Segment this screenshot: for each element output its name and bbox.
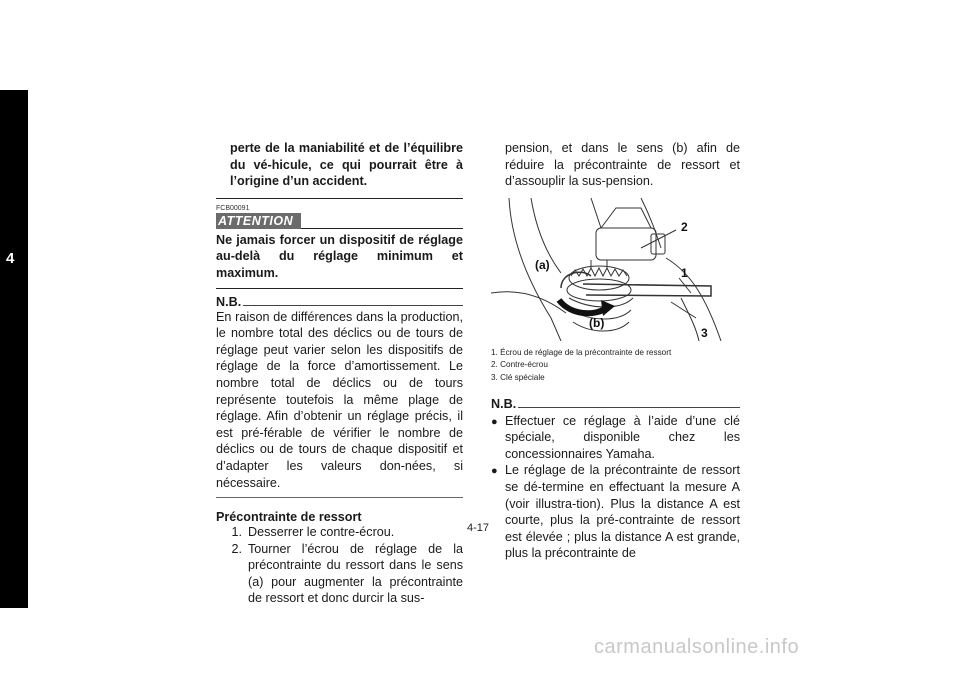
note-text: En raison de différences dans la production, le nombre total des déclics ou de tours de réglage peut varier selon les dispositifs de réglage de la force d’amortissement. Le nombre total de déclics ou de tours représente toutefois la même plage de réglage. Afin d’obtenir un réglage précis, il est pré-férable de vérifier le nombre de déclics ou de tours de chaque dispositif et d’adapter les valeurs don-nées, si nécessaire. xyxy=(216,309,463,490)
step-number: 1. xyxy=(231,525,242,540)
step-number: 2. xyxy=(231,541,242,556)
shock-absorber-illustration xyxy=(491,198,740,341)
note-bullets xyxy=(491,413,740,562)
warning-end-rule xyxy=(216,198,463,199)
callout-b: (b) xyxy=(589,315,605,330)
callout-3: 3 xyxy=(701,325,708,340)
note-header-rule xyxy=(518,407,740,408)
page-number: 4-17 xyxy=(467,522,490,534)
bullet-icon: ● xyxy=(491,415,498,428)
note-label: N.B. xyxy=(216,294,242,309)
continuation-text: pension, et dans le sens (b) afin de réduire la précontrainte de ressort et d’assouplir la sus-pension. xyxy=(505,141,740,189)
right-column xyxy=(491,140,740,562)
section-title: Précontrainte de ressort xyxy=(216,510,362,525)
legend-item: 3. Clé spéciale xyxy=(491,372,545,382)
list-item xyxy=(491,413,740,463)
attention-label: ATTENTION xyxy=(216,213,301,229)
chapter-number: 4 xyxy=(6,250,15,267)
callout-2: 2 xyxy=(681,219,688,234)
attention-header xyxy=(216,213,463,229)
bullet-text: Le réglage de la précontrainte de ressort se dé-termine en effectuant la mesure A (voir illustra-tion). Plus la distance A est courte, plus la pré-contrainte de ressort est élevée ; plus la distance A est grande, plus la précontrainte de xyxy=(505,463,740,561)
step-text: Tourner l’écrou de réglage de la précontrainte du ressort dans le sens (a) pour augmenter la précontrainte de ressort et donc durcir la sus- xyxy=(248,541,463,606)
note-label: N.B. xyxy=(491,396,517,411)
note-header xyxy=(216,295,463,309)
legend-item: 1. Écrou de réglage de la précontrainte de ressort xyxy=(491,347,672,357)
attention-text: Ne jamais forcer un dispositif de réglage au-delà du réglage minimum et maximum. xyxy=(216,232,463,280)
watermark: carmanualsonline.info xyxy=(594,636,800,658)
steps-list xyxy=(216,524,463,607)
list-item xyxy=(216,541,463,607)
callout-a: (a) xyxy=(535,257,550,272)
bullet-icon: ● xyxy=(491,465,498,478)
figure-shock-absorber xyxy=(491,198,740,341)
chapter-tab xyxy=(0,90,28,608)
left-column xyxy=(216,140,463,607)
attention-code: FCB00091 xyxy=(216,204,250,212)
list-item xyxy=(491,462,740,562)
step-text: Desserrer le contre-écrou. xyxy=(248,525,395,540)
legend-item: 2. Contre-écrou xyxy=(491,360,548,370)
note-end-rule xyxy=(216,497,463,498)
warning-tail-text: perte de la maniabilité et de l’équilibre du vé-hicule, ce qui pourrait être à l’origine d’un accident. xyxy=(230,141,463,189)
list-item xyxy=(216,524,463,541)
callout-1: 1 xyxy=(681,265,688,280)
attention-header-rule xyxy=(301,228,463,229)
figure-legend xyxy=(491,347,740,385)
bullet-text: Effectuer ce réglage à l’aide d’une clé spéciale, disponible chez les concessionnaires Yamaha. xyxy=(505,413,740,461)
note-header xyxy=(491,397,740,411)
attention-end-rule xyxy=(216,288,463,289)
note-header-rule xyxy=(243,305,463,306)
